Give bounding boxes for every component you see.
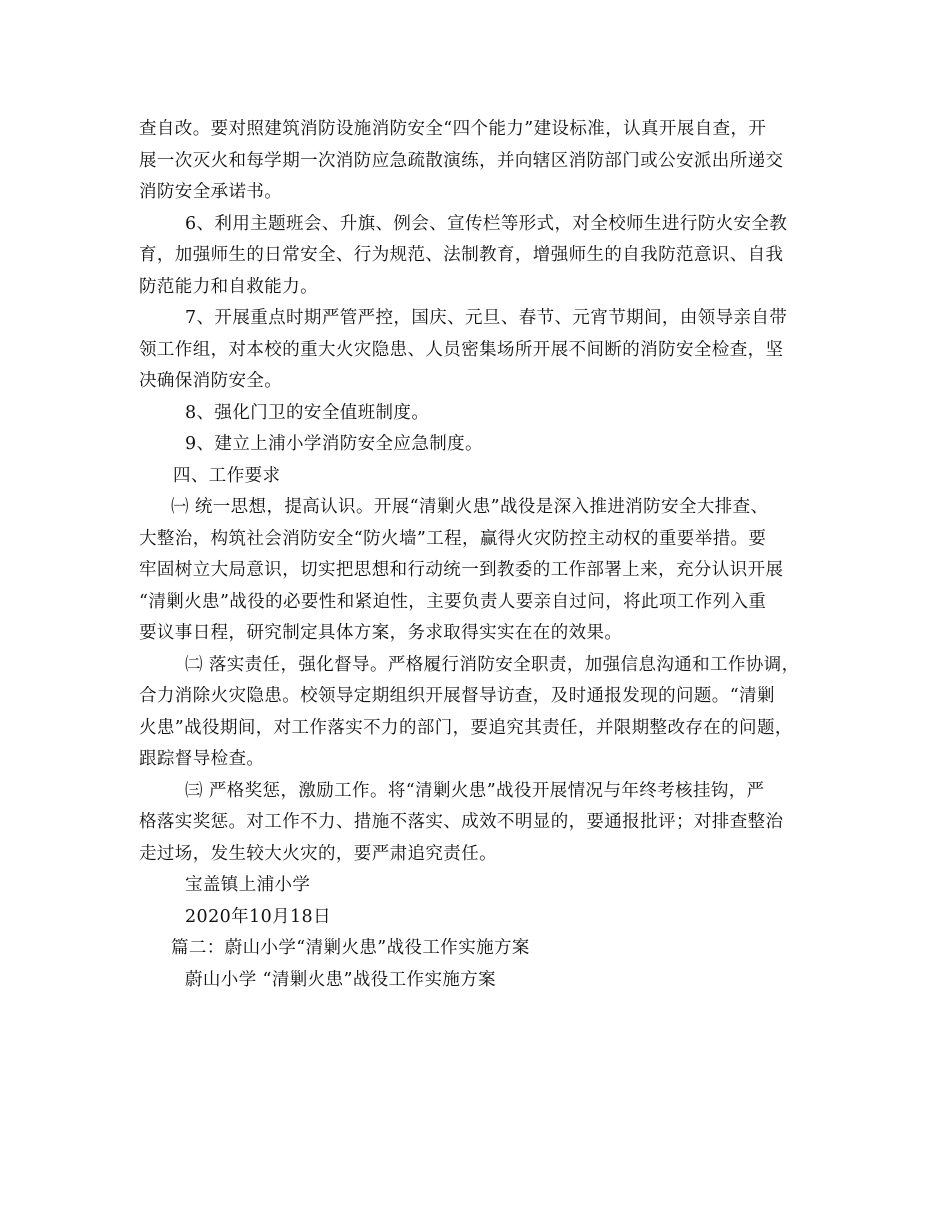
text-line: 8、强化门卫的安全值班制度。 xyxy=(185,402,430,423)
paragraph-part-2-title xyxy=(139,965,819,997)
text-line: 合力消除火灾隐患。校领导定期组织开展督导访查，及时通报发现的问题。“清剿 xyxy=(139,686,775,706)
text-line: ㈢ 严格奖惩，激励工作。将“清剿火患”战役开展情况与年终考核挂钩，严 xyxy=(185,780,765,801)
text-line: 蔚山小学 “清剿火患”战役工作实施方案 xyxy=(185,969,497,990)
paragraph-item-9 xyxy=(139,429,819,461)
text-line: 宝盖镇上浦小学 xyxy=(185,875,311,895)
document-body xyxy=(139,114,819,996)
text-line: ㈡ 落实责任，强化督导。严格履行消防安全职责，加强信息沟通和工作协调， xyxy=(185,654,800,675)
paragraph-signature-school xyxy=(139,870,819,902)
paragraph-item-6 xyxy=(139,209,819,304)
paragraph-part-2-heading xyxy=(139,933,819,965)
paragraph-item-7 xyxy=(139,303,819,398)
text-line: 6、利用主题班会、升旗、例会、宣传栏等形式，对全校师生进行防火安全教 xyxy=(185,213,788,234)
text-line: 7、开展重点时期严管严控，国庆、元旦、春节、元宵节期间，由领导亲自带 xyxy=(185,308,788,328)
text-line: 跟踪督导检查。 xyxy=(139,749,265,769)
text-line: 育，加强师生的日常安全、行为规范、法制教育，增强师生的自我防范意识、自我 xyxy=(139,245,784,265)
text-line: 格落实奖惩。对工作不力、措施不落实、成效不明显的，要通报批评；对排查整治 xyxy=(139,812,784,832)
paragraph-signature-date xyxy=(139,902,819,934)
text-line: 牢固树立大局意识，切实把思想和行动统一到教委的工作部署上来，充分认识开展 xyxy=(139,560,784,580)
text-line: 要议事日程，研究制定具体方案，务求取得实实在在的效果。 xyxy=(139,623,623,643)
text-line: ㈠ 统一思想，提高认识。开展“清剿火患”战役是深入推进消防安全大排查、 xyxy=(171,497,769,517)
text-line: 领工作组，对本校的重大火灾隐患、人员密集场所开展不间断的消防安全检查，坚 xyxy=(139,339,784,360)
text-line: 火患”战役期间，对工作落实不力的部门，要追究其责任，并限期整改存在的问题， xyxy=(139,717,793,738)
text-line: 篇二：蔚山小学“清剿火患”战役工作实施方案 xyxy=(171,938,530,958)
text-line: 走过场，发生较大火灾的，要严肃追究责任。 xyxy=(139,843,497,864)
paragraph-item-8 xyxy=(139,398,819,430)
text-line: 大整治，构筑社会消防安全“防火墙”工程，赢得火灾防控主动权的重要举措。要 xyxy=(139,528,767,549)
text-line: 防范能力和自救能力。 xyxy=(139,276,318,297)
text-line: 决确保消防安全。 xyxy=(139,371,283,391)
text-line: 展一次灭火和每学期一次消防应急疏散演练，并向辖区消防部门或公安派出所递交 xyxy=(139,150,784,171)
text-line: “清剿火患”战役的必要性和紧迫性，主要负责人要亲自过问，将此项工作列入重 xyxy=(139,591,767,612)
text-line: 2020年10月18日 xyxy=(185,906,331,927)
text-line: 查自改。要对照建筑消防设施消防安全“四个能力”建设标准，认真开展自查，开 xyxy=(139,119,767,139)
text-line: 四、工作要求 xyxy=(173,465,281,486)
paragraph-self-check xyxy=(139,114,819,209)
text-line: 消防安全承诺书。 xyxy=(139,182,283,202)
paragraph-req-2 xyxy=(139,650,819,776)
paragraph-section-4 xyxy=(139,461,819,493)
paragraph-req-3 xyxy=(139,776,819,871)
paragraph-req-1 xyxy=(139,492,819,650)
text-line: 9、建立上浦小学消防安全应急制度。 xyxy=(185,434,483,454)
